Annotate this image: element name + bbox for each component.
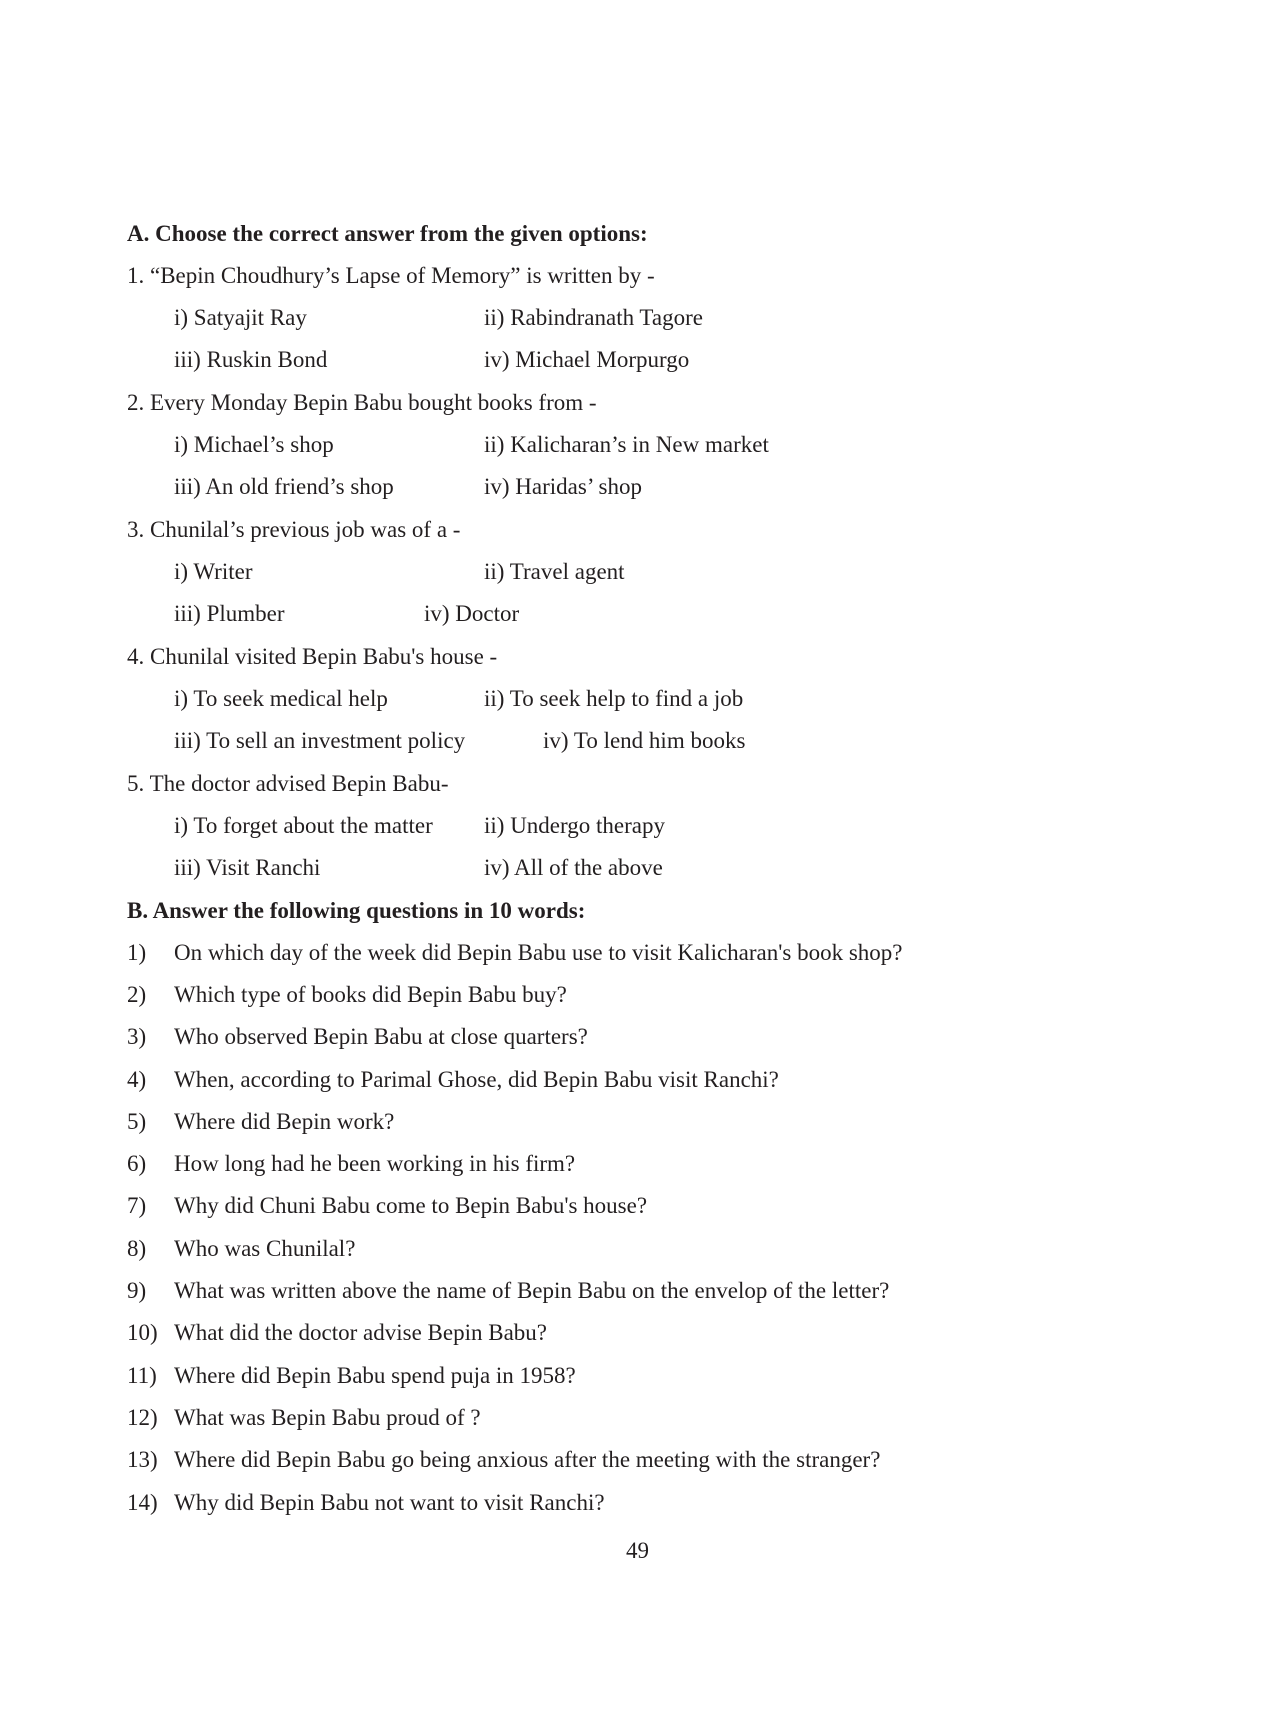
question-number: 2) xyxy=(127,982,147,1007)
option-a2-iv: iv) Haridas’ shop xyxy=(484,474,642,499)
question-text: What did the doctor advise Bepin Babu? xyxy=(174,1320,548,1345)
question-text: Where did Bepin Babu go being anxious after the meeting with the stranger? xyxy=(174,1447,881,1472)
option-a4-i: i) To seek medical help xyxy=(174,686,388,711)
option-a3-i: i) Writer xyxy=(174,559,253,584)
question-text: Where did Bepin work? xyxy=(174,1109,395,1134)
option-a5-iv: iv) All of the above xyxy=(484,855,663,880)
question-a5: 5. The doctor advised Bepin Babu- xyxy=(127,771,449,796)
option-a1-iv: iv) Michael Morpurgo xyxy=(484,347,690,372)
question-text: What was written above the name of Bepin Babu on the envelop of the letter? xyxy=(174,1278,890,1303)
option-a5-ii: ii) Undergo therapy xyxy=(484,813,665,838)
question-number: 5) xyxy=(127,1109,147,1134)
option-a2-ii: ii) Kalicharan’s in New market xyxy=(484,432,769,457)
question-number: 13) xyxy=(127,1447,158,1472)
section-b-heading: B. Answer the following questions in 10 words: xyxy=(127,898,586,923)
option-a3-iii: iii) Plumber xyxy=(174,601,285,626)
question-text: Where did Bepin Babu spend puja in 1958? xyxy=(174,1363,576,1388)
option-a1-i: i) Satyajit Ray xyxy=(174,305,307,330)
question-number: 4) xyxy=(127,1067,147,1092)
question-text: Which type of books did Bepin Babu buy? xyxy=(174,982,567,1007)
option-a4-iv: iv) To lend him books xyxy=(543,728,746,753)
question-number: 7) xyxy=(127,1193,147,1218)
question-text: How long had he been working in his firm? xyxy=(174,1151,576,1176)
option-a1-ii: ii) Rabindranath Tagore xyxy=(484,305,703,330)
page-number: 49 xyxy=(626,1538,649,1563)
option-a3-ii: ii) Travel agent xyxy=(484,559,625,584)
question-number: 12) xyxy=(127,1405,158,1430)
option-a4-ii: ii) To seek help to find a job xyxy=(484,686,744,711)
question-text: On which day of the week did Bepin Babu use to visit Kalicharan's book shop? xyxy=(174,940,903,965)
option-a2-iii: iii) An old friend’s shop xyxy=(174,474,394,499)
question-a4: 4. Chunilal visited Bepin Babu's house - xyxy=(127,644,498,669)
question-number: 3) xyxy=(127,1024,147,1049)
option-a1-iii: iii) Ruskin Bond xyxy=(174,347,328,372)
option-a3-iv: iv) Doctor xyxy=(424,601,520,626)
question-number: 10) xyxy=(127,1320,158,1345)
question-number: 11) xyxy=(127,1363,157,1388)
question-text: When, according to Parimal Ghose, did Bepin Babu visit Ranchi? xyxy=(174,1067,779,1092)
question-text: Why did Chuni Babu come to Bepin Babu's house? xyxy=(174,1193,648,1218)
question-number: 8) xyxy=(127,1236,147,1261)
question-number: 9) xyxy=(127,1278,147,1303)
question-text: Who observed Bepin Babu at close quarters? xyxy=(174,1024,588,1049)
question-text: Who was Chunilal? xyxy=(174,1236,356,1261)
question-number: 1) xyxy=(127,940,147,965)
question-a3: 3. Chunilal’s previous job was of a - xyxy=(127,517,461,542)
question-a1: 1. “Bepin Choudhury’s Lapse of Memory” is written by - xyxy=(127,263,655,288)
question-text: What was Bepin Babu proud of ? xyxy=(174,1405,481,1430)
section-a-heading: A. Choose the correct answer from the given options: xyxy=(127,221,648,246)
question-number: 14) xyxy=(127,1490,158,1515)
question-text: Why did Bepin Babu not want to visit Ranchi? xyxy=(174,1490,605,1515)
option-a2-i: i) Michael’s shop xyxy=(174,432,334,457)
question-number: 6) xyxy=(127,1151,147,1176)
option-a5-iii: iii) Visit Ranchi xyxy=(174,855,321,880)
option-a4-iii: iii) To sell an investment policy xyxy=(174,728,466,753)
option-a5-i: i) To forget about the matter xyxy=(174,813,433,838)
question-a2: 2. Every Monday Bepin Babu bought books from - xyxy=(127,390,597,415)
